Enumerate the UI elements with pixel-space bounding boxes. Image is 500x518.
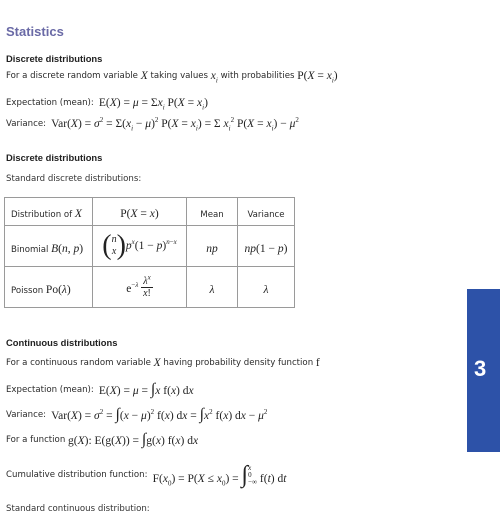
- binomial-mean: np: [187, 226, 238, 267]
- continuous-variance: Variance: $Var(X) = \sigma^2 = \int(x - \mu)^2$ f(x) dx = $\int x^2$ f(x) dx − $\mu^2$: [6, 405, 268, 423]
- discrete-expectation: Expectation (mean): $E(X) = \mu = \Sigma x_i$ $P(X = x_i)$: [6, 96, 208, 111]
- table-row-binomial: [5, 226, 295, 267]
- page-title: Statistics: [6, 24, 64, 39]
- discrete-distributions-table: [4, 197, 295, 308]
- binomial-pmf: ( n x ) $p^x(1 - p)^{n-x}$: [93, 226, 187, 267]
- poisson-name: Poisson Po(λ): [5, 267, 93, 308]
- continuous-function-expectation: For a function g(X): E(g(X)) = ∫g(x) f(x) dx: [6, 431, 199, 448]
- discrete-variance: Variance: $Var(X) = \sigma^2 = \Sigma(x_i - \mu)^2$ $P(X = x_i) = \Sigma$ $x_i^2$ $P(X = x_i) - \mu^2$: [6, 115, 299, 132]
- standard-continuous-label: Standard continuous distribution:: [6, 504, 150, 514]
- standard-discrete-subheading: Standard discrete distributions:: [6, 174, 142, 184]
- continuous-intro: For a continuous random variable X having probability density function f: [6, 357, 320, 369]
- poisson-variance: λ: [238, 267, 295, 308]
- table-header-row: [5, 198, 295, 226]
- table-row-poisson: [5, 267, 295, 308]
- continuous-heading: Continuous distributions: [6, 337, 118, 348]
- col-variance: Variance: [238, 198, 295, 226]
- standard-discrete-heading: Discrete distributions: [6, 152, 103, 163]
- poisson-pmf: $e^{-\lambda}$ $\frac{\lambda^x}{x!}$: [93, 267, 187, 308]
- poisson-mean: λ: [187, 267, 238, 308]
- discrete-heading: Discrete distributions: [6, 53, 103, 64]
- discrete-intro: For a discrete random variable X taking values $x_i$ with probabilities $P(X = x_i)$: [6, 70, 338, 85]
- continuous-expectation: Expectation (mean): E(X) = μ = ∫x f(x) dx: [6, 380, 194, 398]
- chapter-tab: [467, 289, 500, 452]
- binomial-variance: np(1 − p): [238, 226, 295, 267]
- chapter-number: 3: [474, 356, 487, 381]
- col-mean: Mean: [187, 198, 238, 226]
- continuous-cdf: Cumulative distribution function: $F(x_0) = P(X \le x_0)$ = ∫ x 0 −∞ f(t) dt: [6, 462, 287, 488]
- col-distribution: Distribution of X: [5, 198, 93, 226]
- col-pmf: P(X = x): [93, 198, 187, 226]
- binomial-name: Binomial B(n, p): [5, 226, 93, 267]
